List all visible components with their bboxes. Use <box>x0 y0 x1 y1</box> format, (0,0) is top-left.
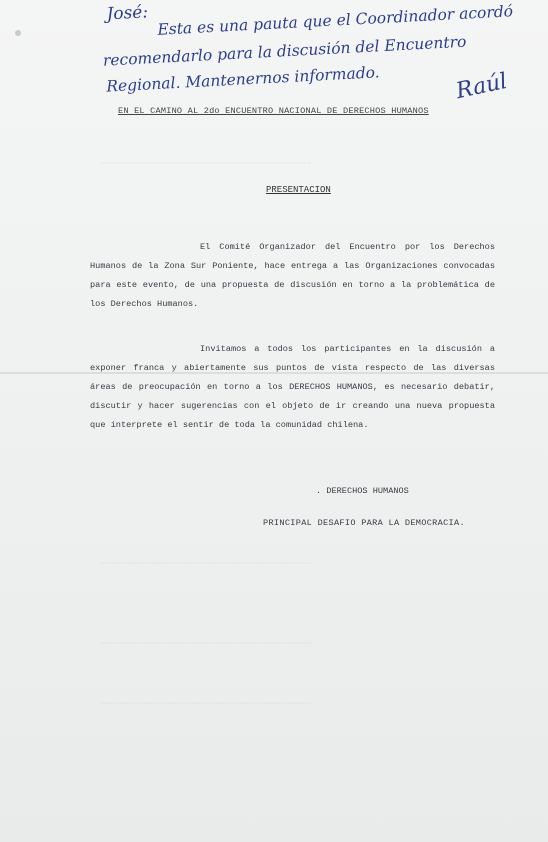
bleed-through-text: ~~~~~~~~~~~~~~~~~~~~~~~~~~~~~~~~~~~~~~~~~~~~ <box>100 640 312 649</box>
closing-line-2: PRINCIPAL DESAFIO PARA LA DEMOCRACIA. <box>263 518 465 528</box>
handwritten-signature: Raúl <box>453 68 510 105</box>
note-line-2: recomendarlo para la discusión del Encuentro <box>102 32 467 70</box>
paragraph-1-text: El Comité Organizador del Encuentro por los Derechos Humanos de la Zona Sur Poniente, hace entrega a las Organizaciones convocadas para este evento, de una propuesta de discusión en torno a la problemática de los Derechos Humanos. <box>90 242 495 309</box>
bleed-through-text: ~~~~~~~~~~~~~~~~~~~~~~~~~~~~~~~~~~~~~~~~~~~~ <box>100 560 312 569</box>
note-line-3: Regional. Mantenernos informado. <box>105 63 381 96</box>
bleed-through-text: ~~~~~~~~~~~~~~~~~~~~~~~~~~~~~~~~~~~~~~~~~~~~ <box>100 160 312 169</box>
note-line-1: Esta es una pauta que el Coordinador acordó <box>156 2 514 39</box>
document-title: PRESENTACION <box>266 185 331 195</box>
paragraph-2 <box>90 340 495 435</box>
closing-line-1: . DERECHOS HUMANOS <box>316 486 409 496</box>
paragraph-1 <box>90 238 495 314</box>
paper-stain <box>15 30 21 36</box>
note-salutation: José: <box>106 2 149 25</box>
paragraph-2-text: Invitamos a todos los participantes en la discusión a exponer franca y abiertamente sus puntos de vista respecto de las diversas áreas de preocupación en torno a los DERECHOS HUMANOS, es necesario debatir, discutir y hacer sugerencias con el objeto de ir creando una nueva propuesta que interprete el sentir de toda la comunidad chilena. <box>90 344 495 430</box>
bleed-through-text: ~~~~~~~~~~~~~~~~~~~~~~~~~~~~~~~~~~~~~~~~~~~~ <box>100 700 312 709</box>
document-header: EN EL CAMINO AL 2do ENCUENTRO NACIONAL DE DERECHOS HUMANOS <box>118 106 429 116</box>
